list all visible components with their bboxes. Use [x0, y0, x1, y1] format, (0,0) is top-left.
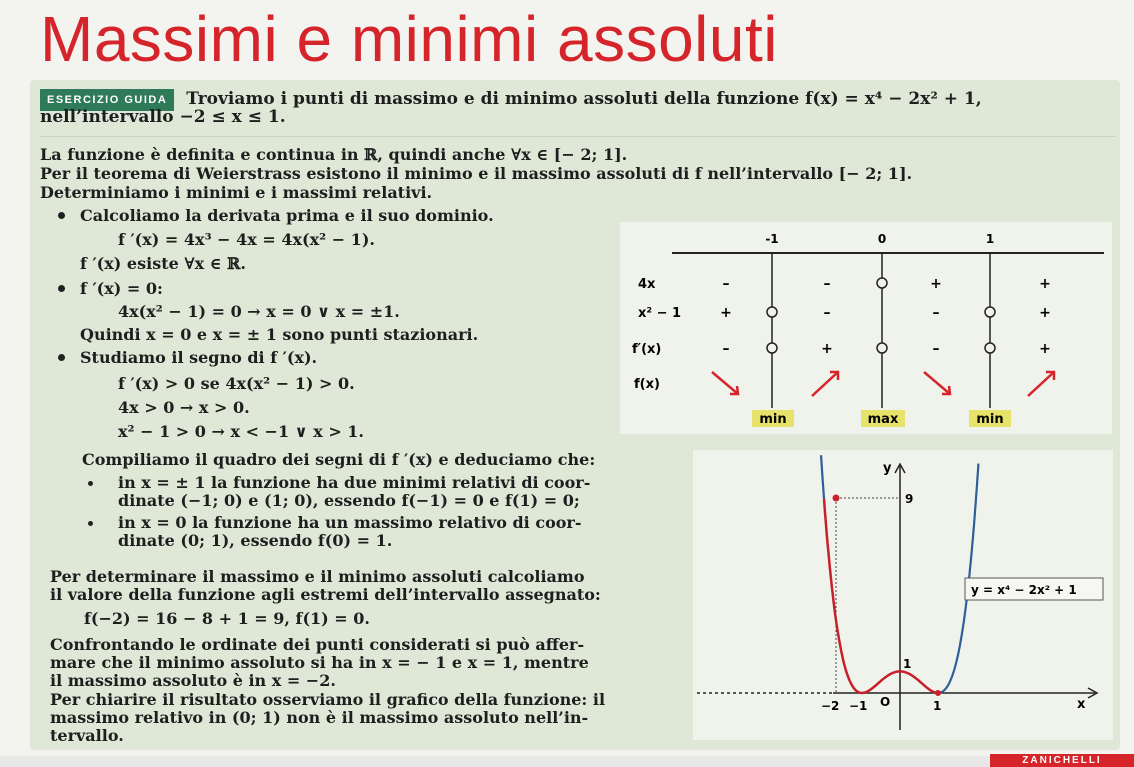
extremum-min: min: [759, 412, 787, 427]
bullet: [88, 481, 93, 486]
sign-table: [620, 222, 1112, 434]
zero-marker: [877, 278, 887, 288]
monotonicity-arrows: [712, 372, 1054, 396]
final-p1-line-1: Per determinare il massimo e il minimo assoluti calcoliamo: [50, 567, 585, 586]
sign: +: [1039, 305, 1051, 321]
final-p3-line-2: massimo relativo in (0; 1) non è il massimo assoluto nell’in-: [50, 708, 589, 727]
row-x2-1-signs: [720, 305, 1051, 321]
derivative-heading: Calcoliamo la derivata prima e il suo dominio.: [80, 206, 494, 225]
function-graph: [693, 450, 1113, 740]
intro-line-1: La funzione è definita e continua in ℝ, quindi anche ∀x ∈ [− 2; 1].: [40, 145, 628, 164]
conclusion-1-line-1: in x = ± 1 la funzione ha due minimi relativi di coor-: [118, 473, 591, 492]
final-p3-line-1: Per chiarire il risultato osserviamo il grafico della funzione: il: [50, 690, 606, 709]
row-label-f: f(x): [634, 377, 660, 392]
x-axis-label: x: [1077, 697, 1086, 712]
conclusion-1-line-2: dinate (−1; 0) e (1; 0), essendo f(−1) = 0 e f(1) = 0;: [118, 491, 580, 510]
tick-y-1: 1: [903, 657, 912, 671]
sign-heading: Studiamo il segno di f ′(x).: [80, 348, 318, 367]
stationary-points: Quindi x = 0 e x = ± 1 sono punti stazionari.: [80, 325, 479, 344]
sign-condition-1: f ′(x) > 0 se 4x(x² − 1) > 0.: [118, 374, 355, 393]
zero-marker: [985, 343, 995, 353]
sign: +: [720, 305, 732, 321]
tick-y-9: 9: [905, 492, 914, 506]
sign: –: [722, 276, 730, 292]
row-label-4x: 4x: [638, 277, 656, 292]
final-formula: f(−2) = 16 − 8 + 1 = 9, f(1) = 0.: [84, 609, 370, 628]
zero-marker: [985, 307, 995, 317]
row-label-x2-1: x² − 1: [638, 306, 682, 321]
curve-outside-left: [821, 455, 824, 498]
exercise-badge: ESERCIZIO GUIDA: [40, 89, 174, 111]
arrow-increasing: [1028, 372, 1054, 396]
sign-table-svg: [620, 222, 1112, 434]
publisher-logo: ZANICHELLI: [990, 754, 1134, 767]
tick-x-minus-2: −2: [821, 699, 840, 713]
conclusion-2-line-2: dinate (0; 1), essendo f(0) = 1.: [118, 531, 393, 550]
origin-label: O: [880, 695, 891, 709]
sign: +: [1039, 341, 1051, 357]
tick-x-minus-1: −1: [849, 699, 868, 713]
bullet: [58, 212, 65, 219]
tick-1: 1: [985, 232, 995, 246]
exercise-statement: Troviamo i punti di massimo e di minimo assoluti della funzione f(x) = x⁴ − 2x² + 1,: [186, 89, 982, 109]
sign-condition-2: 4x > 0 → x > 0.: [118, 398, 250, 417]
bottom-bar: [0, 756, 1134, 767]
derivative-domain: f ′(x) esiste ∀x ∈ ℝ.: [80, 254, 246, 273]
y-axis-label: y: [883, 461, 892, 476]
arrow-decreasing: [924, 372, 950, 394]
function-graph-svg: [693, 450, 1113, 740]
sign: +: [821, 341, 833, 357]
zero-marker: [877, 343, 887, 353]
extremum-min: min: [976, 412, 1004, 427]
conclusions-heading: Compiliamo il quadro dei segni di f ′(x) e deduciamo che:: [82, 450, 596, 469]
sign: –: [932, 305, 940, 321]
arrow-decreasing: [712, 372, 738, 394]
sign: +: [1039, 276, 1051, 292]
final-p2-line-1: Confrontando le ordinate dei punti considerati si può affer-: [50, 635, 585, 654]
endpoint-minus-2: [833, 495, 840, 502]
zero-marker: [767, 343, 777, 353]
derivative-formula: f ′(x) = 4x³ − 4x = 4x(x² − 1).: [118, 230, 375, 249]
page-title: Massimi e minimi assoluti: [40, 3, 778, 75]
sign: –: [932, 341, 940, 357]
zero-marker: [767, 307, 777, 317]
sign: –: [823, 305, 831, 321]
sign: +: [930, 276, 942, 292]
bullet: [88, 521, 93, 526]
tick-0: 0: [877, 232, 887, 246]
final-p3-line-3: tervallo.: [50, 726, 124, 745]
intro-line-2: Per il teorema di Weierstrass esistono il minimo e il massimo assoluti di f nell’intervallo [− 2; 1].: [40, 164, 913, 183]
sign: –: [722, 341, 730, 357]
endpoint-1: [935, 690, 941, 696]
sign: –: [823, 276, 831, 292]
extremum-max: max: [867, 412, 899, 427]
equation-label: y = x⁴ − 2x² + 1: [971, 583, 1077, 597]
zero-heading: f ′(x) = 0:: [80, 279, 163, 298]
bullet: [58, 285, 65, 292]
tick-x-1: 1: [933, 699, 942, 713]
intro-line-3: Determiniamo i minimi e i massimi relativi.: [40, 183, 433, 202]
zero-formula: 4x(x² − 1) = 0 → x = 0 ∨ x = ±1.: [118, 302, 400, 321]
exercise-interval: nell’intervallo −2 ≤ x ≤ 1.: [40, 107, 286, 127]
row-label-fprime: f′(x): [632, 342, 662, 357]
conclusion-2-line-1: in x = 0 la funzione ha un massimo relativo di coor-: [118, 513, 582, 532]
divider: [40, 136, 1115, 137]
final-p2-line-2: mare che il minimo assoluto si ha in x = − 1 e x = 1, mentre: [50, 653, 589, 672]
curve-interval: [824, 499, 938, 693]
final-p2-line-3: il massimo assoluto è in x = −2.: [50, 671, 336, 690]
arrow-increasing: [812, 372, 838, 396]
final-p1-line-2: il valore della funzione agli estremi dell’intervallo assegnato:: [50, 585, 601, 604]
tick-minus-1: -1: [765, 232, 779, 246]
bullet: [58, 354, 65, 361]
sign-condition-3: x² − 1 > 0 → x < −1 ∨ x > 1.: [118, 422, 364, 441]
